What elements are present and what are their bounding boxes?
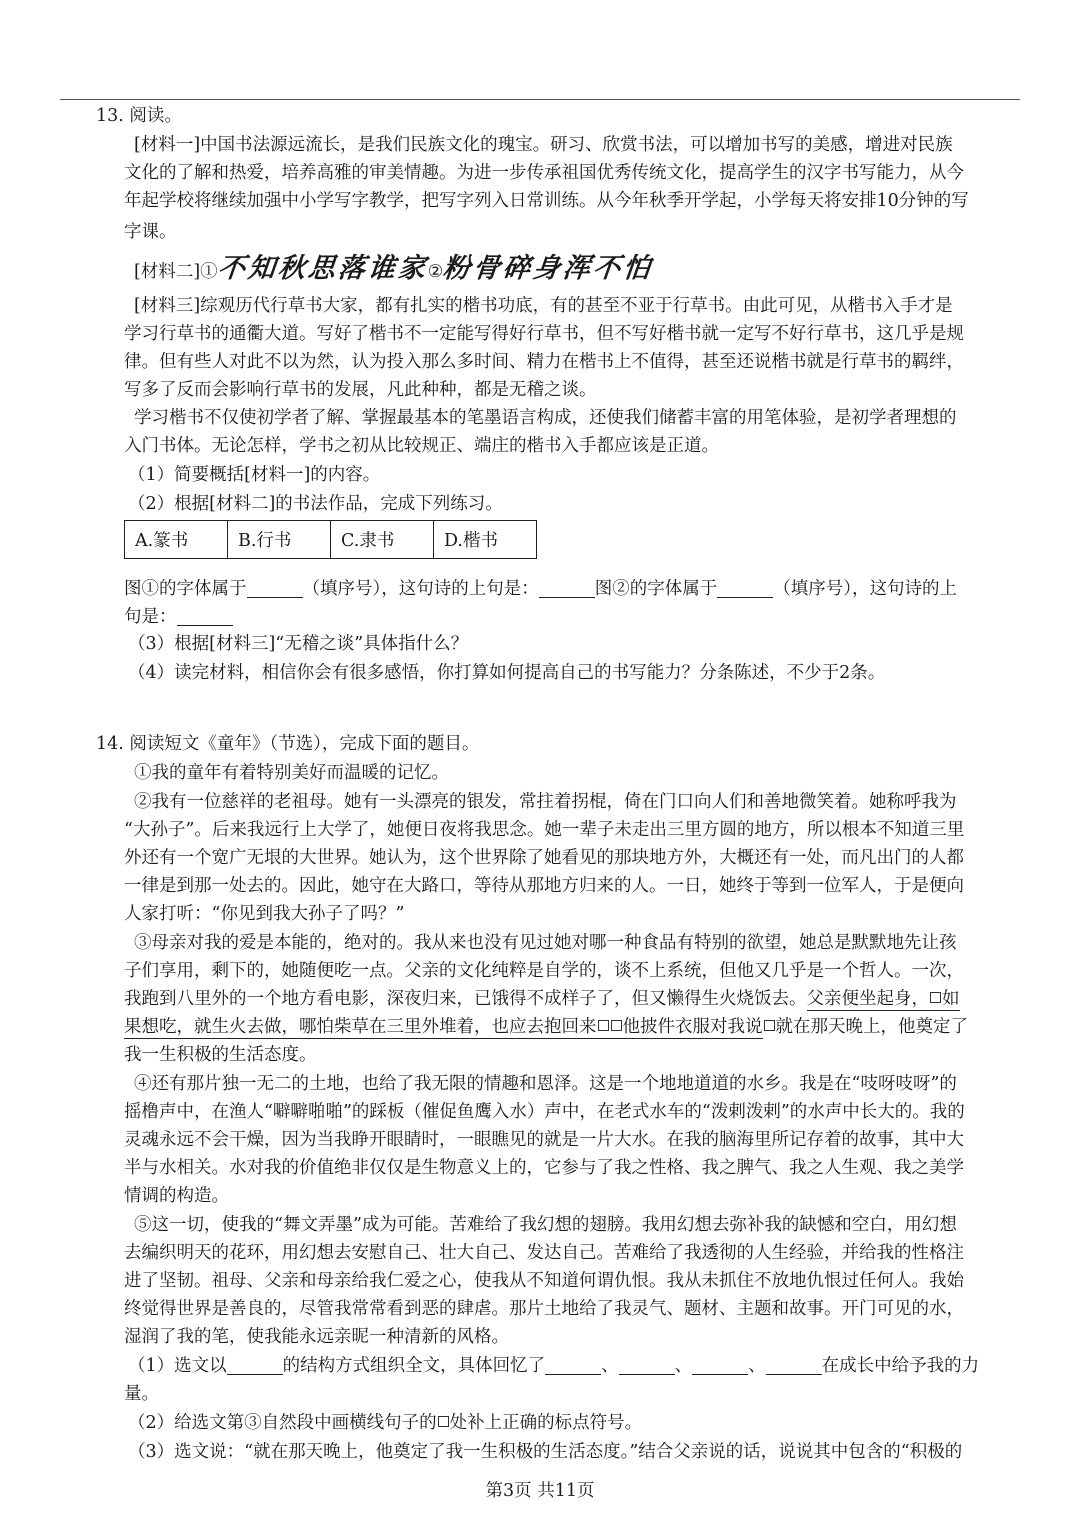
underlined-sentence-2 (124, 1017, 763, 1039)
blank-6[interactable] (545, 1355, 601, 1375)
option-d: D.楷书 (434, 521, 537, 559)
q14-p2-line-3: 外还有一个宽广无垠的大世界。她认为，这个世界除了她看见的那块地方外，大概还有一处，而凡出门的人都 (124, 848, 964, 868)
q13-sub-4: （4）读完材料，相信你会有很多感悟，你打算如何提高自己的书写能力？分条陈述，不少于2条。 (128, 663, 886, 683)
blank-1[interactable] (247, 578, 303, 598)
blank-2[interactable] (539, 578, 595, 598)
q14-p5-line-5: 湿润了我的笔，使我能永远亲昵一种清新的风格。 (124, 1327, 509, 1347)
underlined-text: 父亲便坐起身， (806, 989, 929, 1009)
q13-m3-line-5: 学习楷书不仅使初学者了解、掌握最基本的笔墨语言构成，还使我们储蓄丰富的用笔体验，是初学者理想的 (134, 408, 957, 428)
blank-8[interactable] (692, 1355, 748, 1375)
q14-p4-line-5: 情调的构造。 (124, 1186, 229, 1206)
page-footer: 第3页 共11页 (485, 1481, 595, 1501)
q14-p5-line-4: 终觉得世界是善良的，尽管我常常看到恶的肆虐。那片土地给了我灵气、题材、主题和故事。开门可见的水， (124, 1299, 964, 1319)
q13-m1-line-4: 字课。 (124, 222, 177, 242)
q13-m3-line-2: 学习行草书的通衢大道。写好了楷书不一定能写得好行草书，但不写好楷书就一定写不好行草书，这几乎是规 (124, 324, 964, 344)
p3-text-post: 就在那天晚上，他奠定了 (775, 1017, 968, 1037)
blank-box (764, 1020, 775, 1031)
blank-box (438, 1416, 449, 1427)
q14-p3-line-4 (124, 1015, 968, 1039)
m2-label: [材料二] (134, 262, 201, 282)
q2-text-b: 处补上正确的标点符号。 (449, 1413, 643, 1433)
blank-9[interactable] (766, 1355, 822, 1375)
q13-m3-line-6: 入门书体。无论怎样，学书之初从比较规正、端庄的楷书入手都应该是正道。 (124, 436, 719, 456)
q14-sub-3: （3）选文说：“就在那天晚上，他奠定了我一生积极的生活态度。”结合父亲说的话，说说其中包含的“积极的 (128, 1442, 963, 1462)
q14-p5-line-3: 进了坚韧。祖母、父亲和母亲给我仁爱之心，使我从不知道何谓仇恨。我从未抓住不放地仇恨过任何人。我始 (124, 1271, 964, 1291)
p3-text: 我跑到八里外的一个地方看电影，深夜归来，已饿得不成样子了，但又懒得生火烧饭去。 (124, 989, 807, 1009)
q2-text-a: （2）给选文第③自然段中画横线句子的 (128, 1413, 437, 1433)
q14-sub-1 (128, 1354, 979, 1378)
q13-fill-line (124, 577, 957, 601)
q14-p3-line-2: 子们享用，剩下的，她随便吃一点。父亲的文化纯粹是自学的，谈不上系统，但他又几乎是一个哲人。一次， (124, 961, 964, 981)
underlined-text-2: 如 (942, 989, 960, 1009)
q13-fill-line-2 (124, 605, 233, 629)
q14-p1: ①我的童年有着特别美好而温暖的记忆。 (134, 763, 449, 783)
q1-text-c: 在成长中给予我的力 (821, 1356, 980, 1376)
underlined-sentence-1 (807, 989, 960, 1011)
q14-p4-line-4: 半与水相关。水对我的价值绝非仅仅是生物意义上的，它参与了我之性格、我之脾气、我之人生观、我之美学 (124, 1158, 964, 1178)
sep: 、 (674, 1356, 693, 1376)
q14-p2-line-5: 人家打听：“你见到我大孙子了吗？” (124, 904, 405, 924)
q14-p4-line-1: ④还有那片独一无二的土地，也给了我无限的情趣和恩泽。这是一个地地道道的水乡。我是在“吱呀吱呀”的 (134, 1074, 957, 1094)
option-a: A.篆书 (125, 521, 228, 559)
header-rule (60, 99, 1020, 100)
q14-p3-line-3 (124, 987, 960, 1011)
q14-p4-line-2: 摇橹声中，在渔人“噼噼啪啪”的踩板（催促鱼鹰入水）声中，在老式水车的“泼剌泼剌”的水声中长大的。我的 (124, 1102, 965, 1122)
q14-p5-line-1: ⑤这一切，使我的“舞文弄墨”成为可能。苦难给了我幻想的翅膀。我用幻想去弥补我的缺憾和空白，用幻想 (134, 1215, 957, 1235)
option-b: B.行书 (228, 521, 331, 559)
fill-text-a: 图①的字体属于 (124, 579, 247, 599)
q1-text-a: （1）选文以 (128, 1356, 227, 1376)
sep: 、 (748, 1356, 766, 1376)
q14-p2-line-1: ②我有一位慈祥的老祖母。她有一头漂亮的银发，常拄着拐棍，倚在门口向人们和善地微笑着。她称呼我为 (134, 792, 957, 812)
q13-sub-2: （2）根据[材料二]的书法作品，完成下列练习。 (128, 494, 503, 514)
q14-sub-1-cont: 量。 (124, 1384, 159, 1404)
blank-box (930, 992, 941, 1003)
q14-p3-line-1: ③母亲对我的爱是本能的，绝对的。我从来也没有见过她对哪一种食品有特别的欲望，她总是默默地先让孩 (134, 933, 957, 953)
q14-heading: 14. 阅读短文《童年》（节选），完成下面的题目。 (96, 734, 480, 754)
q13-m2-line (134, 253, 656, 288)
option-c: C.隶书 (331, 521, 434, 559)
blank-5[interactable] (227, 1355, 283, 1375)
fill-text-d: （填序号），这句诗的上 (773, 579, 957, 599)
q14-p5-line-2: 去编织明天的花环，用幻想去安慰自己、壮大自己、发达自己。苦难给了我透彻的人生经验，并给我的性格注 (124, 1243, 964, 1263)
blank-box (598, 1020, 609, 1031)
q14-p3-line-5: 我一生积极的生活态度。 (124, 1045, 317, 1065)
blank-4[interactable] (177, 606, 233, 626)
m2-num-1: ① (200, 262, 218, 282)
calligraphy-1: 不知秋思落谁家 (216, 253, 430, 284)
q13-m1-line-3: 年起学校将继续加强中小学写字教学，把写字列入日常训练。从今年秋季开学起，小学每天将安排10分钟的写 (124, 191, 969, 211)
m2-num-2: ② (427, 262, 444, 282)
q13-m3-line-1: [材料三]综观历代行草书大家，都有扎实的楷书功底，有的甚至不亚于行草书。由此可见，从楷书入手才是 (134, 296, 953, 316)
fill-text-b: （填序号），这句诗的上句是： (302, 579, 539, 599)
q13-m3-line-3: 律。但有些人对此不以为然，认为投入那么多时间、精力在楷书上不值得，甚至还说楷书就是行草书的羁绊， (124, 352, 964, 372)
q13-sub-3: （3）根据[材料三]“无稽之谈”具体指什么？ (128, 634, 469, 654)
q13-m1-line-1: [材料一]中国书法源远流长，是我们民族文化的瑰宝。研习、欣赏书法，可以增加书写的美感，增进对民族 (134, 135, 953, 155)
q14-sub-2 (128, 1411, 642, 1435)
blank-7[interactable] (619, 1355, 675, 1375)
sep: 、 (601, 1356, 619, 1376)
q13-m3-line-4: 写多了反而会影响行草书的发展，凡此种种，都是无稽之谈。 (124, 380, 597, 400)
underlined-text-3: 果想吃，就生火去做，哪怕柴草在三里外堆着，也应去抱回来 (124, 1017, 597, 1037)
calligraphy-2: 粉骨碎身浑不怕 (441, 253, 656, 284)
underlined-text-4: 他披件衣服对我说 (622, 1017, 763, 1037)
q14-p2-line-4: 一律是到那一处去的。因此，她守在大路口，等待从那地方归来的人。一日，她终于等到一位军人，于是便向 (124, 876, 964, 896)
q14-p2-line-2: “大孙子”。后来我远行上大学了，她便日夜将我思念。她一辈子未走出三里方圆的地方，所以根本不知道三里 (124, 820, 965, 840)
q13-heading: 13. 阅读。 (96, 106, 182, 126)
q13-m1-line-2: 文化的了解和热爱，培养高雅的审美情趣。为进一步传承祖国优秀传统文化，提高学生的汉字书写能力，从今 (124, 163, 964, 183)
font-options-table (124, 520, 537, 559)
q13-sub-1: （1）简要概括[材料一]的内容。 (128, 465, 381, 485)
q14-p4-line-3: 灵魂永远不会干燥，因为当我睁开眼睛时，一眼瞧见的就是一片大水。在我的脑海里所记存着的故事，其中大 (124, 1130, 964, 1150)
fill-text-c: 图②的字体属于 (594, 579, 718, 599)
blank-box (611, 1020, 622, 1031)
blank-3[interactable] (717, 578, 773, 598)
q1-text-b: 的结构方式组织全文，具体回忆了 (282, 1356, 546, 1376)
fill-text-e: 句是： (124, 607, 177, 627)
